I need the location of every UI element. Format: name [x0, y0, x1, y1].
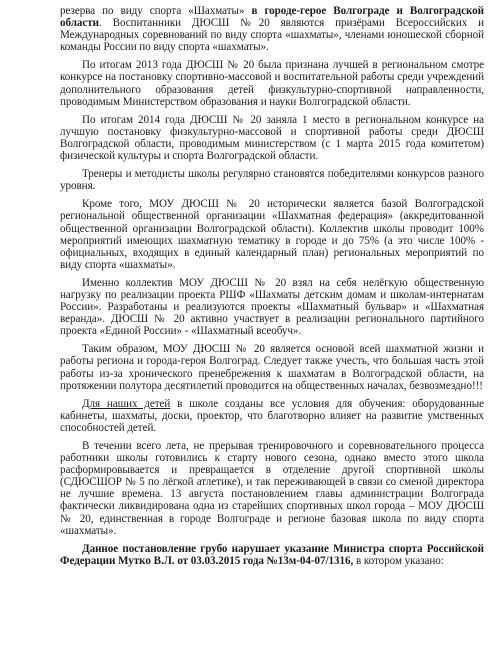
paragraph-violation — [60, 543, 484, 567]
paragraph-liquidation: В течении всего лета, не прерывая тренировочного и соревновательного процесса работники школы готовились к старту нового сезона, однако вместо этого школа расформировывается и превращается в отделение другой спортивной школы (СДЮСШОР № 5 по лёгкой атлетике), и так переживающей в связи со сменой директора не лучшие времена. 13 августа постановлением главы администрации Волгограда фактически ликвидирована одна из старейших спортивных школ города – МОУ ДЮСШ № 20, единственная в городе Волгограде и регионе базовая школа по виду спорта «шахматы». — [60, 440, 484, 537]
paragraph-coaches: Тренеры и методисты школы регулярно становятся победителями конкурсов разного уровня. — [60, 168, 484, 193]
paragraph-conditions-lead: Для наших детей — [82, 397, 171, 410]
paragraph-violation-text: Данное постановление грубо нарушает указание Министра спорта Российской Федерации Мутко В.Л. от 03.03.2015 года №13м-04-07/1316, — [60, 542, 484, 567]
paragraph-conclusion: Таким образом, МОУ ДЮСШ № 20 является основой всей шахматной жизни и работы региона и города-героя Волгоград. Следует также учесть, что большая часть этой работы из-за хронического пренебрежения к шахматам в Волгоградской области, на протяжении полутора десятилетий проводится на общественных началах, безвозмездно!!! — [60, 343, 484, 392]
paragraph-projects: Именно коллектив МОУ ДЮСШ № 20 взял на себя нелёгкую общественную нагрузку по реализации проекта РШФ «Шахматы детским домам и школам-интернатам России». Разработаны и реализуются проекты «Шахматный бульвар» и «Шахматная веранда». ДЮСШ № 20 активно участвует в реализации регионального партийного проекта «Единой России» - «Шахматный всеобуч». — [60, 276, 484, 338]
paragraph-conditions: Для наших детей в школе созданы все условия для обучения: оборудованные кабинеты, шахматы, доски, проектор, что благотворно влияет на развитие умственных способностей детей. — [60, 397, 485, 434]
paragraph-2013-results: По итогам 2013 года ДЮСШ № 20 была признана лучшей в региональном смотре конкурсе на постановку спортивно-массовой и воспитательной работы среди учреждений дополнительного образования детей физкультурно-спортивной направленности, проводимым Министерством образования и науки Волгоградской области. — [60, 59, 484, 108]
paragraph-2014-results: По итогам 2014 года ДЮСШ № 20 заняла 1 место в региональном конкурсе на лучшую постановку физкультурно-массовой и спортивной работы среди ДЮСШ Волгоградской области, проводимым министерством (с 1 марта 2015 года комитетом) физической культуры и спорта Волгоградской области. — [60, 113, 484, 163]
paragraph-violation-tail: в котором указано: — [355, 554, 444, 567]
paragraph-intro-start: резерва по виду спорта «Шахматы» — [60, 5, 252, 17]
paragraph-intro-bold: в городе-герое Волгограде и Волгоградской области — [60, 5, 484, 30]
paragraph-intro-end: . Воспитанники ДЮСШ №20 являются призёрами Всероссийских и Международных соревнований по виду спорта «шахматы», членами юношеской сборной команды России по виду спорта «шахматы». — [60, 17, 484, 54]
paragraph-intro — [60, 5, 484, 53]
paragraph-regional-base: Кроме того, МОУ ДЮСШ № 20 исторически является базой Волгоградской региональной общественной организации «Шахматная федерация» (аккредитованной общественной организации Волгоградской области). Коллектив школы проводит 100% мероприятий имеющих шахматную тематику в городе и до 75% (а это числе 100% - официальных, входящих в единый календарный план) региональных мероприятий по виду спорта «шахматы». — [60, 198, 484, 271]
